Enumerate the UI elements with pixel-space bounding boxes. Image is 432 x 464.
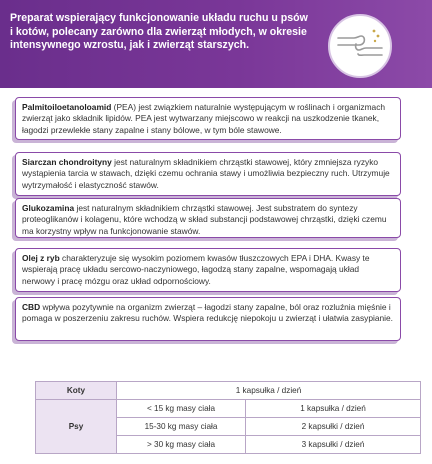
table-row	[36, 400, 421, 418]
ingredient-box-chondroitin	[15, 152, 401, 196]
dosage-value: 2 kapsułki / dzień	[246, 418, 421, 436]
dosage-weight: 15-30 kg masy ciała	[117, 418, 246, 436]
dosage-value: 1 kapsułka / dzień	[246, 400, 421, 418]
ingredient-text: charakteryzuje się wysokim poziomem kwasów tłuszczowych EPA i DHA. Kwasy te wspierają pracę układu sercowo-naczyniowego, łagodzą stany zapalne, wspomagają układ nerwowy i pracę mózgu oraz układ odpornościowy.	[22, 253, 370, 286]
dosage-weight: > 30 kg masy ciała	[117, 436, 246, 454]
header-text: Preparat wspierający funkcjonowanie układu ruchu u psów i kotów, polecany zarówno dla zwierząt młodych, w okresie intensywnego wzrostu, jak i zwierząt starszych.	[10, 12, 308, 51]
ingredient-box-glucosamine	[15, 198, 401, 238]
dosage-species-dogs: Psy	[36, 400, 117, 454]
ingredient-box-cbd	[15, 297, 401, 341]
dosage-table	[35, 381, 421, 454]
ingredient-name: Siarczan chondroityny	[22, 157, 112, 167]
ingredient-text: jest naturalnym składnikiem chrząstki stawowej. Jest substratem do syntezy proteoglikanów i kolagenu, które wchodzą w skład substancji podstawowej chrząstki, dzięki czemu ma korzystny wpływ na funkcjonowanie stawów.	[22, 203, 387, 236]
header-banner	[0, 0, 432, 88]
ingredient-box-pea	[15, 97, 401, 140]
joint-icon	[328, 14, 392, 78]
table-row	[36, 382, 421, 400]
ingredient-text: (PEA) jest związkiem naturalnie występującym w roślinach i organizmach zwierząt jako składnik lipidów. PEA jest wytwarzany miejscowo w reakcji na uszkodzenie tkanek, łagodzi przewlekłe stany zapalne i stany bólowe, w tym bóle stawowe.	[22, 102, 386, 135]
ingredient-text: jest naturalnym składnikiem chrząstki stawowej, który zmniejsza ryzyko wystąpienia tarcia w stawach, dzięki czemu ochrania stawy i umożliwia bezpieczny ruch. Utrzymuje wytrzymałość i elastyczność stawów.	[22, 157, 390, 190]
dosage-value: 3 kapsułki / dzień	[246, 436, 421, 454]
ingredient-name: CBD	[22, 302, 41, 312]
ingredient-name: Glukozamina	[22, 203, 75, 213]
dosage-value: 1 kapsułka / dzień	[117, 382, 421, 400]
ingredient-box-fish-oil	[15, 248, 401, 292]
ingredient-name: Olej z ryb	[22, 253, 60, 263]
ingredient-text: wpływa pozytywnie na organizm zwierząt – łagodzi stany zapalne, ból oraz rozluźnia mięśnie i pomaga w poszerzeniu zakresu ruchów. Wspiera redukcję niepokoju u zwierząt i ułatwia zasypianie.	[22, 302, 394, 324]
dosage-weight: < 15 kg masy ciała	[117, 400, 246, 418]
ingredient-name: Palmitoiloetanoloamid	[22, 102, 112, 112]
dosage-species-cats: Koty	[36, 382, 117, 400]
